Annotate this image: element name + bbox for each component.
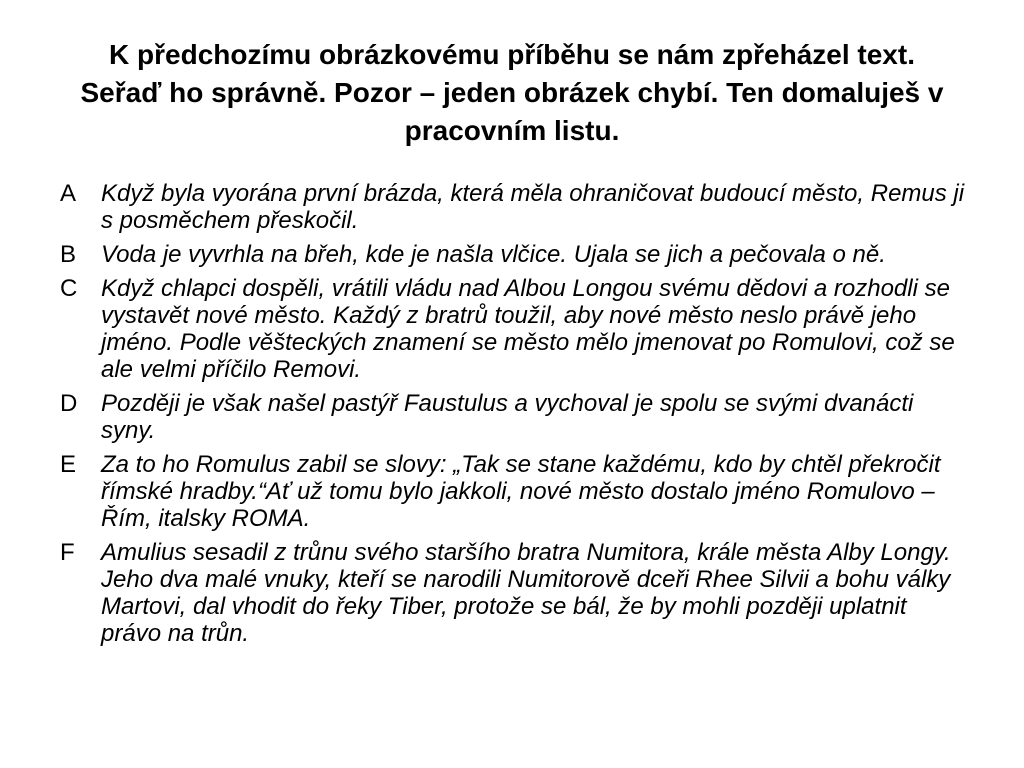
list-item-a bbox=[60, 180, 972, 234]
item-text: Amulius sesadil z trůnu svého staršího bratra Numitora, krále města Alby Longy. Jeho dva malé vnuky, kteří se narodili Numitorově dceři Rhee Silvii a bohu války Martovi, dal vhodit do řeky Tiber, protože se bál, že by mohli později uplatnit právo na trůn. bbox=[101, 539, 951, 647]
list-item-b bbox=[60, 241, 972, 268]
item-letter: D bbox=[60, 390, 78, 417]
item-text: Voda je vyvrhla na břeh, kde je našla vlčice. Ujala se jich a pečovala o ně. bbox=[101, 241, 886, 268]
item-text: Později je však našel pastýř Faustulus a vychoval je spolu se svými dvanácti syny. bbox=[101, 390, 914, 444]
item-letter: A bbox=[60, 180, 77, 207]
list-item-d bbox=[60, 390, 972, 444]
item-letter: F bbox=[60, 539, 75, 566]
item-letter: C bbox=[60, 275, 78, 302]
item-letter: E bbox=[60, 451, 77, 478]
story-fragment-list bbox=[60, 180, 972, 654]
item-text: Když chlapci dospěli, vrátili vládu nad Albou Longou svému dědovi a rozhodli se vystavět nové město. Každý z bratrů toužil, aby nové město neslo právě jeho jméno. Podle věšteckých znamení se město mělo jmenovat po Romulovi, což se ale velmi příčilo Removi. bbox=[101, 275, 955, 383]
item-text: Když byla vyorána první brázda, která měla ohraničovat budoucí město, Remus ji s posměchem přeskočil. bbox=[101, 180, 965, 234]
list-item-c bbox=[60, 275, 972, 383]
page-title: K předchozímu obrázkovému příběhu se nám zpřeházel text. Seřaď ho správně. Pozor – jeden obrázek chybí. Ten domaluješ v pracovním listu. bbox=[80, 39, 944, 146]
item-text: Za to ho Romulus zabil se slovy: „Tak se stane každému, kdo by chtěl překročit římské hradby.“Ať už tomu bylo jakkoli, nové město dostalo jméno Romulovo – Řím, italsky ROMA. bbox=[101, 451, 941, 532]
list-item-e bbox=[60, 451, 972, 532]
item-letter: B bbox=[60, 241, 77, 268]
list-item-f bbox=[60, 539, 972, 647]
